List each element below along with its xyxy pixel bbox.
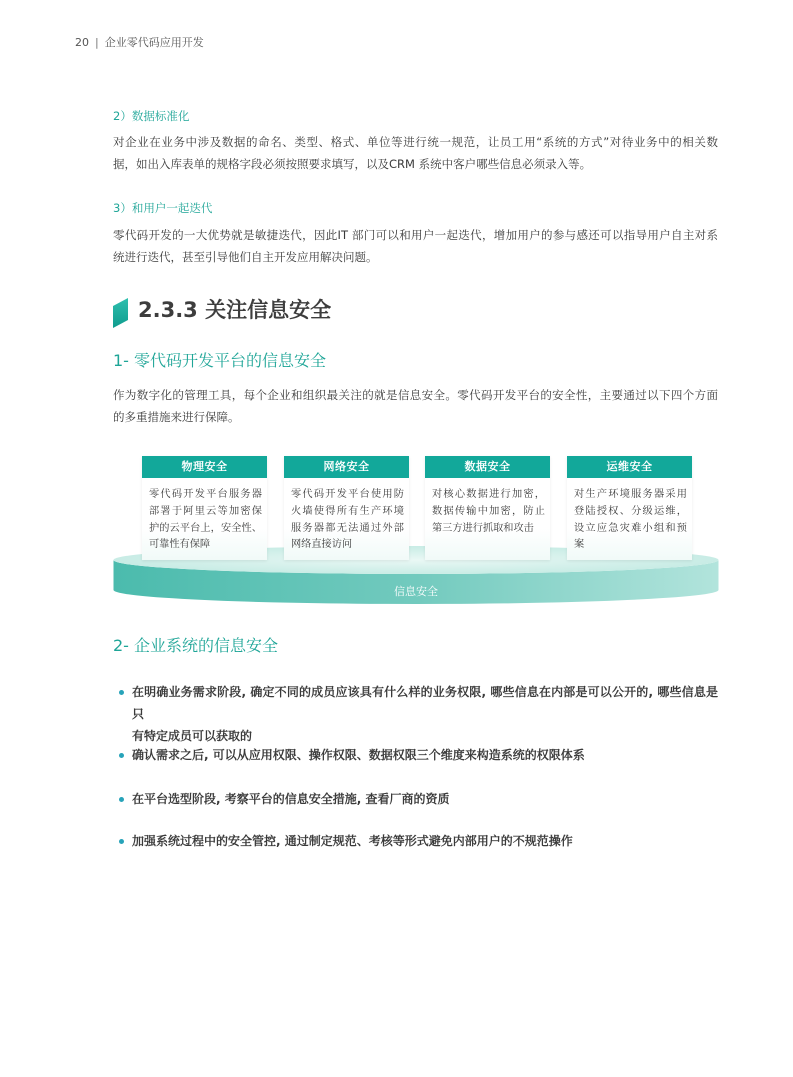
card-text-line: 护的云平台上，安全性、 — [149, 522, 262, 534]
security-card-physical — [142, 456, 267, 560]
bullet-item — [132, 830, 718, 852]
card-title: 网络安全 — [284, 456, 409, 478]
card-title: 数据安全 — [425, 456, 550, 478]
card-text-line: 服务器都无法通过外部 — [291, 522, 404, 534]
subsection-title-data-standardization: 2）数据标准化 — [113, 109, 190, 123]
card-text-line: 网络直接访问 — [291, 539, 353, 551]
paragraph-line: 的多重措施来进行保障。 — [113, 410, 240, 424]
card-text-line: 对生产环境服务器采用 — [574, 489, 687, 500]
paragraph-line: 据，如出入库表单的规格字段必须按照要求填写，以及CRM 系统中客户哪些信息必须录入等。 — [113, 157, 592, 171]
subsection-title-iterate-with-users: 3）和用户一起迭代 — [113, 201, 213, 215]
page-number: 20 — [75, 36, 89, 49]
card-body — [425, 478, 550, 537]
card-text-line: 数据传输中加密，防止 — [432, 505, 545, 517]
subsection-title-enterprise-security: 2- 企业系统的信息安全 — [113, 636, 279, 655]
bullet-dot-icon — [119, 839, 124, 844]
security-card-network — [284, 456, 409, 560]
bullet-item — [132, 681, 718, 747]
bullet-item — [132, 744, 718, 766]
card-text-line: 登陆授权、分级运维， — [574, 505, 687, 517]
bullet-dot-icon — [119, 797, 124, 802]
bullet-line: 确认需求之后, 可以从应用权限、操作权限、数据权限三个维度来构造系统的权限体系 — [132, 748, 585, 762]
subsection-title-platform-security: 1- 零代码开发平台的信息安全 — [113, 351, 327, 370]
paragraph-platform-security — [113, 384, 718, 428]
paragraph-iterate-with-users — [113, 224, 718, 268]
card-text-line: 零代码开发平台服务器 — [149, 489, 262, 500]
card-text-line: 部署于阿里云等加密保 — [149, 505, 262, 517]
card-text-line: 案 — [574, 539, 585, 551]
card-text-line: 零代码开发平台使用防 — [291, 489, 404, 500]
disc-label: 信息安全 — [394, 585, 438, 598]
card-text-line: 火墙使得所有生产环境 — [291, 505, 404, 517]
card-text-line: 可靠性有保障 — [149, 539, 211, 551]
bullet-line: 在平台选型阶段, 考察平台的信息安全措施, 查看厂商的资质 — [132, 792, 450, 806]
card-body — [567, 478, 692, 554]
paragraph-line: 作为数字化的管理工具，每个企业和组织最关注的就是信息安全。零代码开发平台的安全性，主要通过以下四个方面 — [113, 388, 718, 402]
running-header — [75, 36, 204, 50]
bullet-line: 加强系统过程中的安全管控, 通过制定规范、考核等形式避免内部用户的不规范操作 — [132, 834, 573, 848]
card-text-line: 设立应急灾难小组和预 — [574, 522, 687, 534]
header-separator: | — [95, 36, 99, 49]
card-text-line: 对核心数据进行加密， — [432, 489, 545, 500]
card-text-line: 第三方进行抓取和攻击 — [432, 522, 534, 534]
bullet-item — [132, 788, 718, 810]
document-title: 企业零代码应用开发 — [104, 36, 204, 49]
paragraph-line: 零代码开发的一大优势就是敏捷迭代，因此IT 部门可以和用户一起迭代，增加用户的参与感还可以指导用户自主对系 — [113, 228, 718, 242]
card-body — [142, 478, 267, 554]
card-title: 物理安全 — [142, 456, 267, 478]
card-title: 运维安全 — [567, 456, 692, 478]
paragraph-data-standardization — [113, 131, 718, 175]
parallelogram-marker-icon — [113, 298, 129, 329]
bullet-line: 有特定成员可以获取的 — [132, 729, 253, 743]
bullet-dot-icon — [119, 690, 124, 695]
paragraph-line: 对企业在业务中涉及数据的命名、类型、格式、单位等进行统一规范，让员工用“系统的方式”对待业务中的相关数 — [113, 135, 718, 149]
bullet-dot-icon — [119, 753, 124, 758]
bullet-line: 在明确业务需求阶段, 确定不同的成员应该具有什么样的业务权限, 哪些信息在内部是可以公开的, 哪些信息是只 — [132, 685, 718, 721]
card-body — [284, 478, 409, 554]
section-heading: 2.3.3 关注信息安全 — [138, 298, 332, 322]
security-card-operations — [567, 456, 692, 560]
security-card-data — [425, 456, 550, 560]
paragraph-line: 统进行迭代，甚至引导他们自主开发应用解决问题。 — [113, 250, 378, 264]
